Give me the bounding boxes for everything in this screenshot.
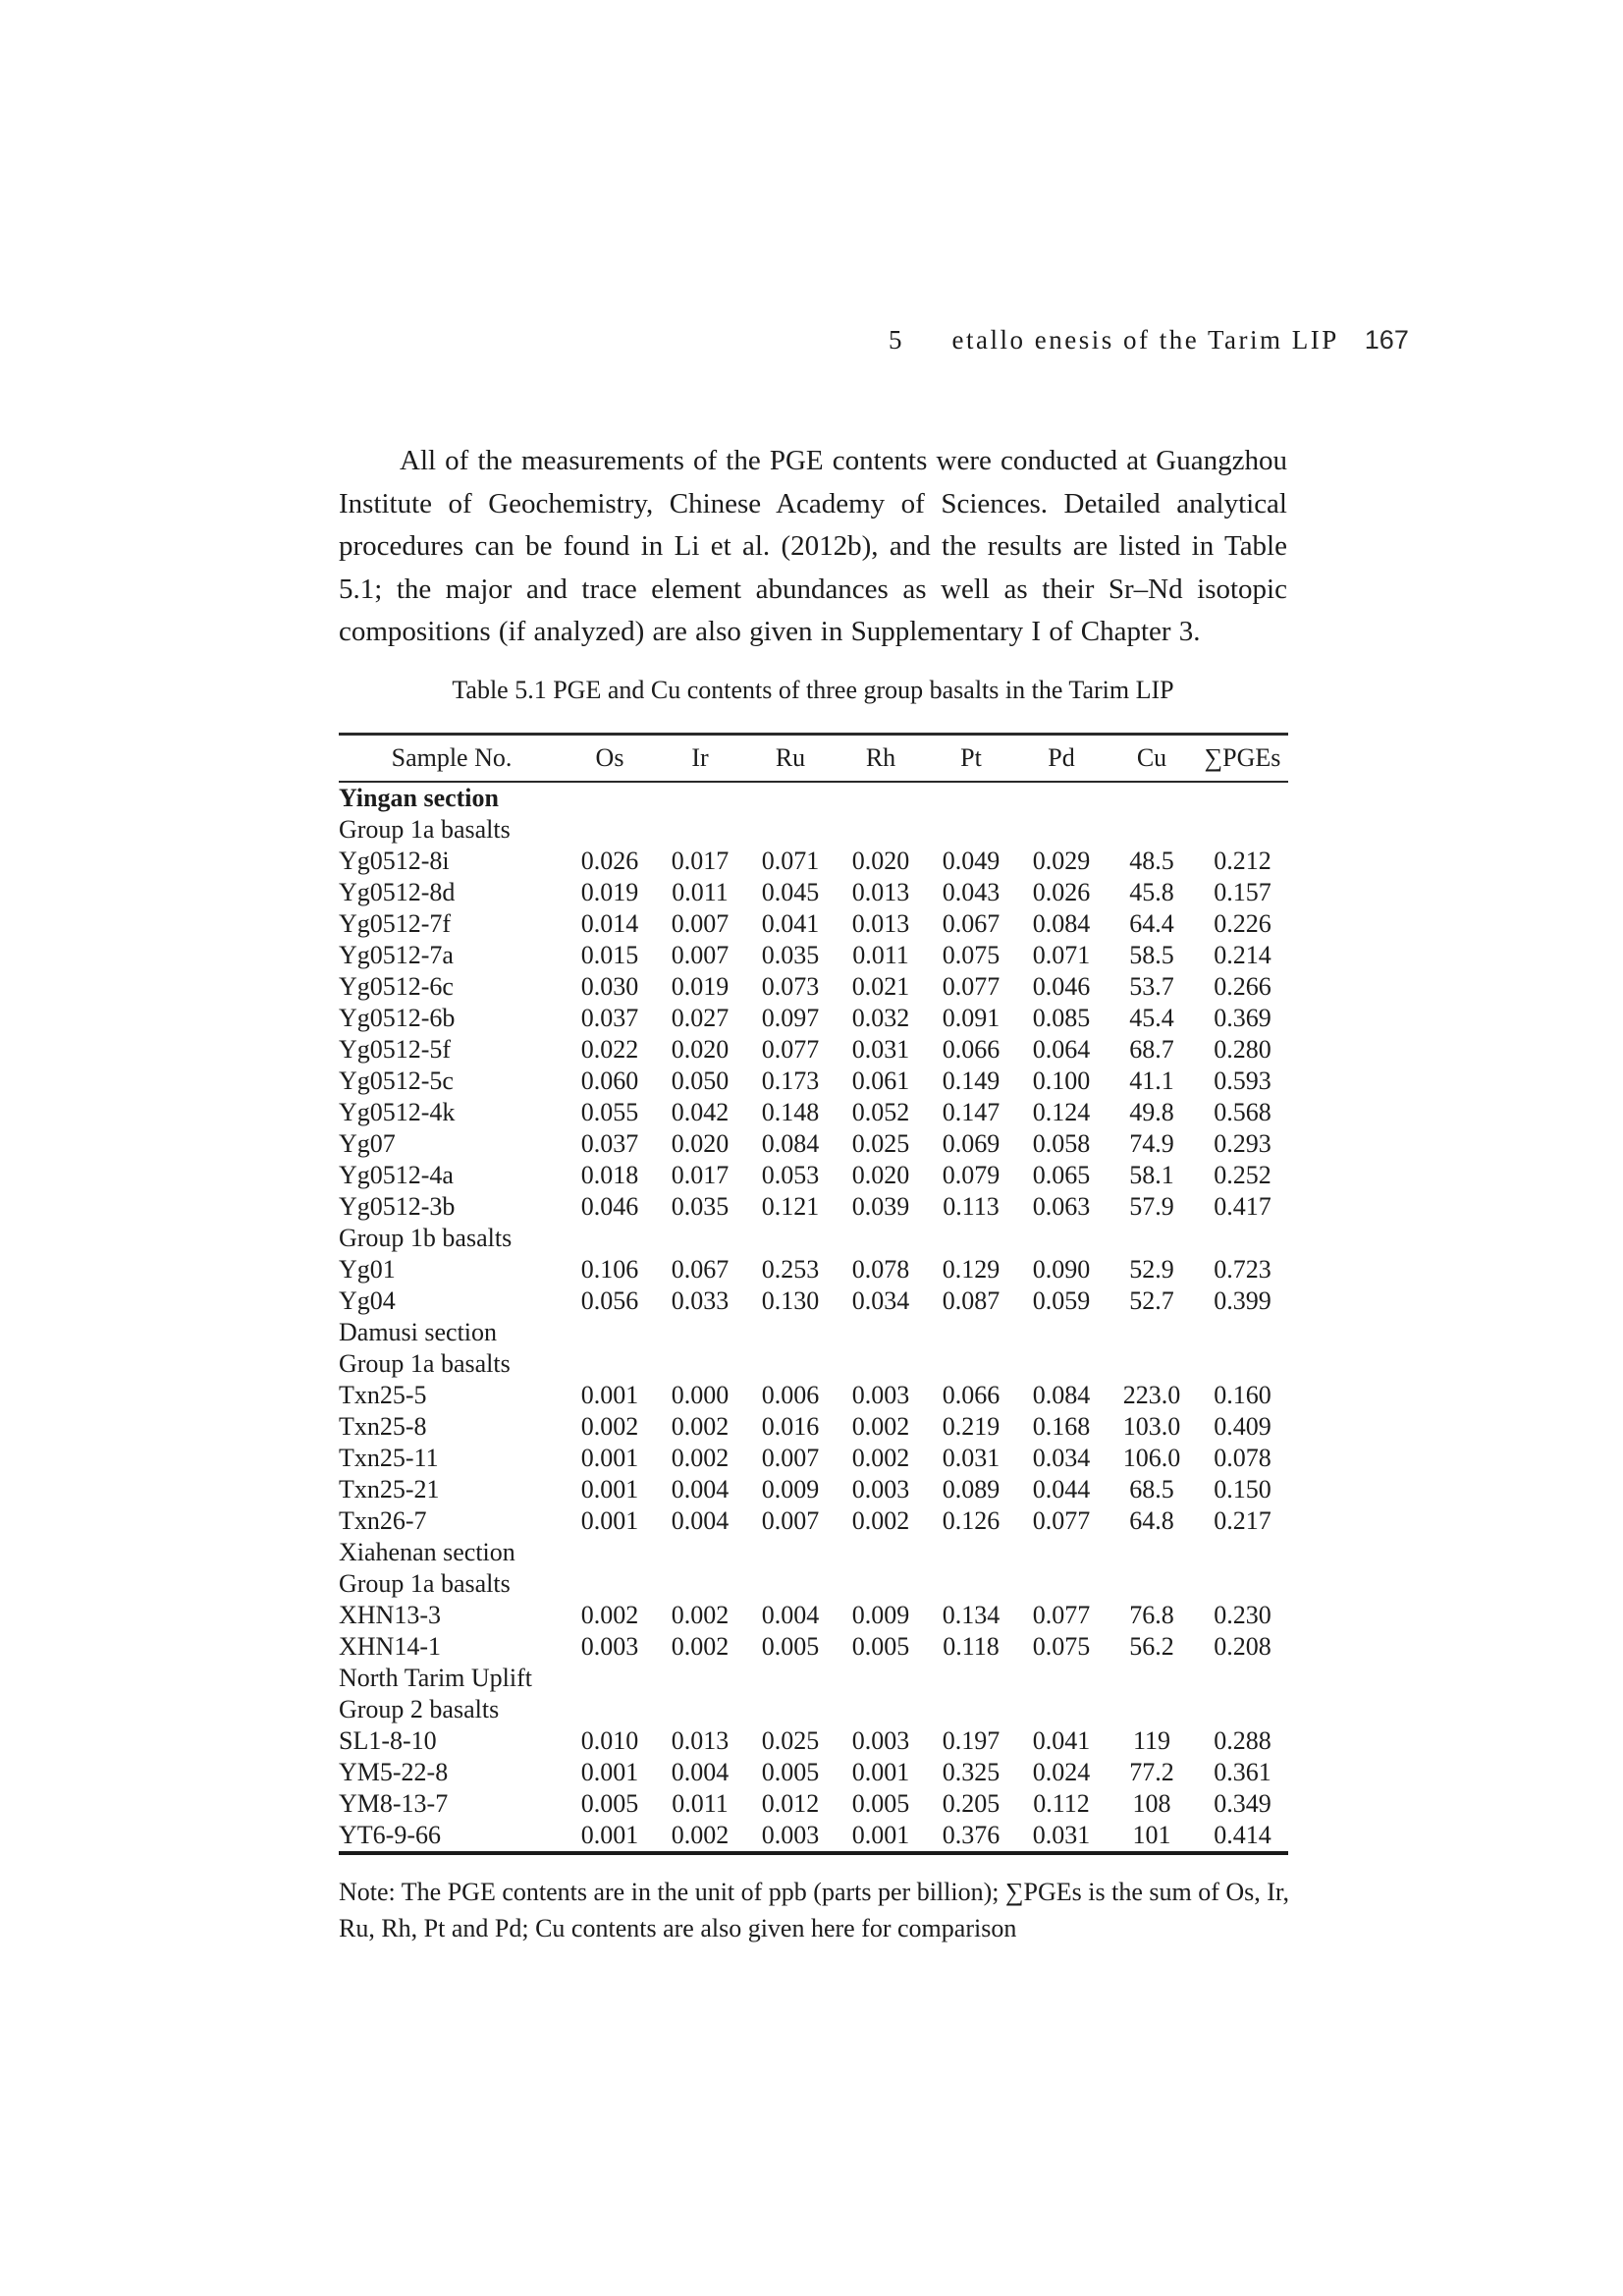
value-cell: 0.266 — [1214, 972, 1271, 1001]
value-cell: 0.011 — [672, 878, 729, 906]
value-cell: 0.226 — [1214, 909, 1271, 938]
value-cell: 0.025 — [851, 1129, 910, 1158]
value-cell: 0.002 — [671, 1412, 730, 1441]
value-cell: 0.032 — [851, 1004, 910, 1032]
value-cell: 0.084 — [1032, 909, 1091, 938]
value-cell: 0.001 — [580, 1506, 639, 1535]
section-row — [339, 1663, 1288, 1694]
sample-id: XHN14-1 — [339, 1632, 441, 1661]
value-cell: 0.124 — [1032, 1098, 1091, 1126]
table-head — [339, 735, 1288, 783]
value-cell: 0.013 — [851, 878, 910, 906]
value-cell: 57.9 — [1129, 1192, 1174, 1221]
value-cell: 0.037 — [580, 1129, 639, 1158]
value-cell: 0.039 — [851, 1192, 910, 1221]
sample-id: YM5-22-8 — [339, 1758, 449, 1786]
value-cell: 45.4 — [1129, 1004, 1174, 1032]
data-row — [339, 971, 1288, 1003]
value-cell: 0.014 — [580, 909, 639, 938]
value-cell: 0.013 — [671, 1726, 730, 1755]
value-cell: 0.121 — [761, 1192, 820, 1221]
value-cell: 0.005 — [761, 1632, 820, 1661]
value-cell: 0.003 — [851, 1726, 910, 1755]
value-cell: 68.5 — [1129, 1475, 1174, 1503]
value-cell: 0.004 — [671, 1475, 730, 1503]
running-header — [889, 325, 1409, 355]
value-cell: 0.020 — [851, 847, 910, 875]
value-cell: 0.009 — [761, 1475, 820, 1503]
sample-id: Yg0512-6c — [339, 972, 454, 1001]
value-cell: 0.288 — [1214, 1726, 1271, 1755]
value-cell: 0.084 — [1032, 1381, 1091, 1409]
value-cell: 0.007 — [761, 1506, 820, 1535]
data-row — [339, 1725, 1288, 1757]
page-number: 167 — [1364, 325, 1409, 355]
value-cell: 0.020 — [671, 1129, 730, 1158]
column-header: Pd — [1016, 735, 1107, 783]
value-cell: 0.067 — [671, 1255, 730, 1284]
value-cell: 119 — [1132, 1726, 1171, 1755]
section-row — [339, 1223, 1288, 1254]
value-cell: 0.593 — [1214, 1066, 1271, 1095]
sample-id: Txn25-21 — [339, 1475, 440, 1503]
value-cell: 0.018 — [580, 1161, 639, 1189]
value-cell: 0.084 — [761, 1129, 820, 1158]
value-cell: 0.002 — [851, 1506, 910, 1535]
section-row — [339, 1694, 1288, 1725]
sample-id: YT6-9-66 — [339, 1821, 441, 1849]
value-cell: 0.077 — [1032, 1506, 1091, 1535]
value-cell: 0.293 — [1214, 1129, 1271, 1158]
section-label: Yingan section — [339, 784, 499, 812]
value-cell: 0.147 — [942, 1098, 1001, 1126]
value-cell: 0.026 — [580, 847, 639, 875]
value-cell: 0.723 — [1214, 1255, 1271, 1284]
column-header: Pt — [926, 735, 1016, 783]
value-cell: 0.031 — [942, 1444, 1001, 1472]
value-cell: 56.2 — [1129, 1632, 1174, 1661]
value-cell: 0.044 — [1032, 1475, 1091, 1503]
section-row — [339, 1317, 1288, 1348]
value-cell: 0.073 — [761, 972, 820, 1001]
data-row — [339, 877, 1288, 908]
value-cell: 0.157 — [1214, 878, 1271, 906]
value-cell: 0.087 — [942, 1286, 1001, 1315]
value-cell: 64.8 — [1129, 1506, 1174, 1535]
sample-id: Yg0512-7f — [339, 909, 452, 938]
value-cell: 0.376 — [942, 1821, 1001, 1849]
value-cell: 0.134 — [942, 1601, 1001, 1629]
data-row — [339, 940, 1288, 971]
value-cell: 0.005 — [851, 1632, 910, 1661]
value-cell: 0.091 — [942, 1004, 1001, 1032]
value-cell: 0.021 — [851, 972, 910, 1001]
value-cell: 49.8 — [1129, 1098, 1174, 1126]
value-cell: 0.000 — [671, 1381, 730, 1409]
data-row — [339, 1254, 1288, 1285]
value-cell: 0.019 — [671, 972, 730, 1001]
value-cell: 0.253 — [761, 1255, 820, 1284]
value-cell: 0.052 — [851, 1098, 910, 1126]
value-cell: 0.053 — [761, 1161, 820, 1189]
value-cell: 74.9 — [1129, 1129, 1174, 1158]
value-cell: 0.399 — [1214, 1286, 1271, 1315]
value-cell: 0.173 — [761, 1066, 820, 1095]
value-cell: 0.168 — [1032, 1412, 1091, 1441]
value-cell: 0.075 — [1032, 1632, 1091, 1661]
value-cell: 0.009 — [851, 1601, 910, 1629]
section-label: Group 1a basalts — [339, 1349, 511, 1378]
value-cell: 101 — [1132, 1821, 1171, 1849]
section-label: Xiahenan section — [339, 1538, 515, 1566]
value-cell: 0.019 — [580, 878, 639, 906]
value-cell: 0.063 — [1032, 1192, 1091, 1221]
sample-id: Yg0512-5c — [339, 1066, 454, 1095]
value-cell: 0.005 — [761, 1758, 820, 1786]
value-cell: 0.002 — [851, 1444, 910, 1472]
value-cell: 0.077 — [1032, 1601, 1091, 1629]
value-cell: 0.027 — [671, 1004, 730, 1032]
value-cell: 0.020 — [851, 1161, 910, 1189]
data-row — [339, 1505, 1288, 1537]
column-header: Ru — [745, 735, 836, 783]
sample-id: SL1-8-10 — [339, 1726, 437, 1755]
value-cell: 0.031 — [851, 1035, 910, 1064]
section-label: Group 1b basalts — [339, 1224, 513, 1252]
data-row — [339, 1757, 1288, 1788]
data-row — [339, 1097, 1288, 1128]
sample-id: Yg07 — [339, 1129, 396, 1158]
data-row — [339, 1160, 1288, 1191]
data-row — [339, 1600, 1288, 1631]
section-row — [339, 782, 1288, 814]
value-cell: 0.003 — [851, 1475, 910, 1503]
value-cell: 0.016 — [761, 1412, 820, 1441]
table-caption: Table 5.1 PGE and Cu contents of three group basalts in the Tarim LIP — [452, 676, 1174, 704]
value-cell: 0.064 — [1032, 1035, 1091, 1064]
value-cell: 0.013 — [851, 909, 910, 938]
value-cell: 0.069 — [942, 1129, 1001, 1158]
value-cell: 0.006 — [761, 1381, 820, 1409]
sample-id: Txn26-7 — [339, 1506, 427, 1535]
column-header: Sample No. — [339, 735, 565, 783]
value-cell: 0.001 — [851, 1758, 910, 1786]
value-cell: 0.002 — [671, 1821, 730, 1849]
data-row — [339, 1631, 1288, 1663]
value-cell: 0.002 — [851, 1412, 910, 1441]
value-cell: 0.065 — [1032, 1161, 1091, 1189]
value-cell: 0.230 — [1214, 1601, 1271, 1629]
value-cell: 0.078 — [1214, 1444, 1271, 1472]
data-row — [339, 846, 1288, 877]
sample-id: Yg0512-3b — [339, 1192, 456, 1221]
data-row — [339, 1034, 1288, 1066]
value-cell: 0.004 — [671, 1506, 730, 1535]
table-body — [339, 782, 1288, 1853]
value-cell: 0.150 — [1214, 1475, 1271, 1503]
value-cell: 0.002 — [671, 1632, 730, 1661]
data-row — [339, 1128, 1288, 1160]
value-cell: 0.056 — [580, 1286, 639, 1315]
value-cell: 64.4 — [1129, 909, 1174, 938]
sample-id: Yg0512-4k — [339, 1098, 456, 1126]
value-cell: 0.414 — [1214, 1821, 1271, 1849]
column-header: ∑PGEs — [1197, 735, 1288, 783]
value-cell: 0.034 — [851, 1286, 910, 1315]
value-cell: 0.002 — [671, 1444, 730, 1472]
value-cell: 0.049 — [942, 847, 1001, 875]
sample-id: Txn25-11 — [339, 1444, 439, 1472]
section-row — [339, 1348, 1288, 1380]
value-cell: 77.2 — [1129, 1758, 1174, 1786]
value-cell: 0.007 — [671, 941, 730, 969]
value-cell: 0.205 — [942, 1789, 1001, 1818]
column-header: Cu — [1107, 735, 1197, 783]
value-cell: 0.034 — [1032, 1444, 1091, 1472]
value-cell: 0.112 — [1033, 1789, 1090, 1818]
value-cell: 0.089 — [942, 1475, 1001, 1503]
value-cell: 0.118 — [943, 1632, 1000, 1661]
value-cell: 0.060 — [580, 1066, 639, 1095]
column-header: Rh — [836, 735, 926, 783]
value-cell: 0.012 — [761, 1789, 820, 1818]
value-cell: 0.149 — [942, 1066, 1001, 1095]
value-cell: 0.002 — [580, 1601, 639, 1629]
value-cell: 0.113 — [943, 1192, 1000, 1221]
value-cell: 0.033 — [671, 1286, 730, 1315]
value-cell: 0.129 — [942, 1255, 1001, 1284]
pge-cu-table — [339, 733, 1288, 1855]
value-cell: 0.078 — [851, 1255, 910, 1284]
value-cell: 0.079 — [942, 1161, 1001, 1189]
value-cell: 0.409 — [1214, 1412, 1271, 1441]
value-cell: 103.0 — [1122, 1412, 1181, 1441]
value-cell: 0.001 — [580, 1381, 639, 1409]
section-label: Damusi section — [339, 1318, 498, 1346]
value-cell: 0.050 — [671, 1066, 730, 1095]
value-cell: 0.031 — [1032, 1821, 1091, 1849]
value-cell: 0.020 — [671, 1035, 730, 1064]
value-cell: 0.059 — [1032, 1286, 1091, 1315]
data-row — [339, 1788, 1288, 1820]
value-cell: 0.022 — [580, 1035, 639, 1064]
value-cell: 0.075 — [942, 941, 1001, 969]
value-cell: 0.041 — [1032, 1726, 1091, 1755]
value-cell: 0.417 — [1214, 1192, 1271, 1221]
table-note: Note: The PGE contents are in the unit of ppb (parts per billion); ∑PGEs is the sum of Os, Ir, Ru, Rh, Pt and Pd; Cu contents are also given here for comparison — [339, 1878, 1290, 1942]
value-cell: 0.030 — [580, 972, 639, 1001]
data-row — [339, 1474, 1288, 1505]
value-cell: 0.007 — [761, 1444, 820, 1472]
value-cell: 0.046 — [1032, 972, 1091, 1001]
value-cell: 0.219 — [942, 1412, 1001, 1441]
data-row — [339, 1820, 1288, 1853]
value-cell: 0.041 — [761, 909, 820, 938]
column-header: Os — [565, 735, 655, 783]
sample-id: Yg04 — [339, 1286, 396, 1315]
value-cell: 0.325 — [942, 1758, 1001, 1786]
data-row — [339, 1003, 1288, 1034]
value-cell: 0.349 — [1214, 1789, 1271, 1818]
value-cell: 0.017 — [671, 847, 730, 875]
value-cell: 0.568 — [1214, 1098, 1271, 1126]
value-cell: 0.010 — [580, 1726, 639, 1755]
value-cell: 58.5 — [1129, 941, 1174, 969]
value-cell: 0.106 — [580, 1255, 639, 1284]
value-cell: 0.005 — [851, 1789, 910, 1818]
value-cell: 0.217 — [1214, 1506, 1271, 1535]
value-cell: 0.160 — [1214, 1381, 1271, 1409]
value-cell: 223.0 — [1122, 1381, 1181, 1409]
value-cell: 0.252 — [1214, 1161, 1271, 1189]
sample-id: Yg0512-5f — [339, 1035, 452, 1064]
value-cell: 0.071 — [761, 847, 820, 875]
section-label: Group 2 basalts — [339, 1695, 500, 1723]
value-cell: 0.197 — [942, 1726, 1001, 1755]
value-cell: 0.361 — [1214, 1758, 1271, 1786]
value-cell: 0.214 — [1214, 941, 1271, 969]
data-row — [339, 1411, 1288, 1443]
value-cell: 48.5 — [1129, 847, 1174, 875]
value-cell: 0.003 — [851, 1381, 910, 1409]
data-row — [339, 1380, 1288, 1411]
value-cell: 106.0 — [1122, 1444, 1181, 1472]
value-cell: 0.071 — [1032, 941, 1091, 969]
data-row — [339, 908, 1288, 940]
value-cell: 41.1 — [1129, 1066, 1174, 1095]
section-row — [339, 1568, 1288, 1600]
value-cell: 0.007 — [671, 909, 730, 938]
value-cell: 52.9 — [1129, 1255, 1174, 1284]
value-cell: 0.001 — [851, 1821, 910, 1849]
sample-id: YM8-13-7 — [339, 1789, 449, 1818]
value-cell: 0.035 — [761, 941, 820, 969]
value-cell: 0.042 — [671, 1098, 730, 1126]
value-cell: 0.024 — [1032, 1758, 1091, 1786]
value-cell: 0.067 — [942, 909, 1001, 938]
value-cell: 0.148 — [761, 1098, 820, 1126]
value-cell: 0.037 — [580, 1004, 639, 1032]
data-row — [339, 1285, 1288, 1317]
section-row — [339, 814, 1288, 846]
value-cell: 0.003 — [580, 1632, 639, 1661]
value-cell: 0.280 — [1214, 1035, 1271, 1064]
value-cell: 0.085 — [1032, 1004, 1091, 1032]
column-header: Ir — [655, 735, 745, 783]
value-cell: 0.212 — [1214, 847, 1271, 875]
value-cell: 0.066 — [942, 1035, 1001, 1064]
sample-id: Yg0512-7a — [339, 941, 454, 969]
value-cell: 0.061 — [851, 1066, 910, 1095]
value-cell: 0.004 — [671, 1758, 730, 1786]
value-cell: 0.002 — [671, 1601, 730, 1629]
sample-id: Yg0512-6b — [339, 1004, 456, 1032]
value-cell: 0.011 — [672, 1789, 729, 1818]
value-cell: 0.001 — [580, 1758, 639, 1786]
value-cell: 52.7 — [1129, 1286, 1174, 1315]
value-cell: 0.077 — [761, 1035, 820, 1064]
data-row — [339, 1191, 1288, 1223]
section-label: Group 1a basalts — [339, 815, 511, 844]
section-label: North Tarim Uplift — [339, 1664, 533, 1692]
value-cell: 0.001 — [580, 1444, 639, 1472]
value-cell: 0.017 — [671, 1161, 730, 1189]
value-cell: 0.126 — [942, 1506, 1001, 1535]
section-row — [339, 1537, 1288, 1568]
value-cell: 0.003 — [761, 1821, 820, 1849]
value-cell: 0.130 — [761, 1286, 820, 1315]
body-paragraph: All of the measurements of the PGE contents were conducted at Guangzhou Institute of Geochemistry, Chinese Academy of Sciences. Detailed analytical procedures can be found in Li et al. (2012b), and the results are listed in Table 5.1; the major and trace element abundances as well as their Sr–Nd isotopic compositions (if analyzed) are also given in Supplementary I of Chapter 3. — [339, 445, 1287, 647]
value-cell: 0.029 — [1032, 847, 1091, 875]
chapter-number: 5 — [889, 325, 903, 355]
value-cell: 0.001 — [580, 1821, 639, 1849]
value-cell: 0.055 — [580, 1098, 639, 1126]
value-cell: 76.8 — [1129, 1601, 1174, 1629]
value-cell: 0.097 — [761, 1004, 820, 1032]
value-cell: 0.002 — [580, 1412, 639, 1441]
value-cell: 0.208 — [1214, 1632, 1271, 1661]
value-cell: 0.369 — [1214, 1004, 1271, 1032]
chapter-title: etallo enesis of the Tarim LIP — [951, 325, 1339, 355]
table-header-row — [339, 735, 1288, 783]
value-cell: 0.011 — [852, 941, 909, 969]
value-cell: 45.8 — [1129, 878, 1174, 906]
sample-id: XHN13-3 — [339, 1601, 441, 1629]
sample-id: Yg0512-4a — [339, 1161, 454, 1189]
value-cell: 0.005 — [580, 1789, 639, 1818]
value-cell: 0.001 — [580, 1475, 639, 1503]
value-cell: 58.1 — [1129, 1161, 1174, 1189]
value-cell: 0.066 — [942, 1381, 1001, 1409]
value-cell: 0.043 — [942, 878, 1001, 906]
value-cell: 0.004 — [761, 1601, 820, 1629]
sample-id: Txn25-5 — [339, 1381, 427, 1409]
value-cell: 0.035 — [671, 1192, 730, 1221]
value-cell: 0.077 — [942, 972, 1001, 1001]
value-cell: 0.090 — [1032, 1255, 1091, 1284]
value-cell: 68.7 — [1129, 1035, 1174, 1064]
sample-id: Yg01 — [339, 1255, 396, 1284]
section-label: Group 1a basalts — [339, 1569, 511, 1598]
value-cell: 0.045 — [761, 878, 820, 906]
value-cell: 0.015 — [580, 941, 639, 969]
value-cell: 0.025 — [761, 1726, 820, 1755]
value-cell: 53.7 — [1129, 972, 1174, 1001]
sample-id: Yg0512-8d — [339, 878, 456, 906]
sample-id: Txn25-8 — [339, 1412, 427, 1441]
value-cell: 0.100 — [1032, 1066, 1091, 1095]
sample-id: Yg0512-8i — [339, 847, 450, 875]
data-row — [339, 1443, 1288, 1474]
value-cell: 0.046 — [580, 1192, 639, 1221]
value-cell: 0.058 — [1032, 1129, 1091, 1158]
data-row — [339, 1066, 1288, 1097]
value-cell: 108 — [1132, 1789, 1171, 1818]
value-cell: 0.026 — [1032, 878, 1091, 906]
